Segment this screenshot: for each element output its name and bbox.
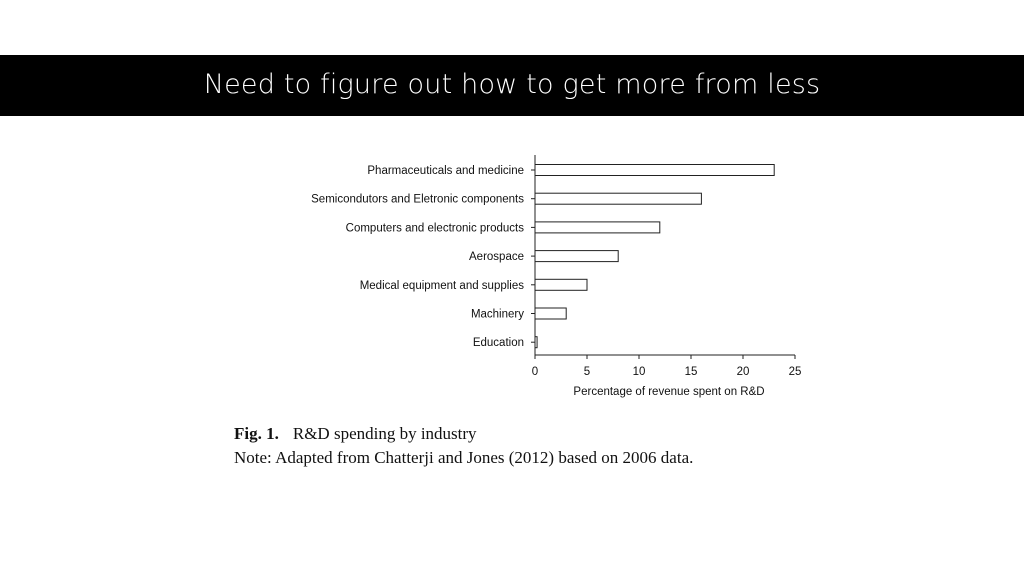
figure-title: R&D spending by industry: [292, 424, 477, 443]
x-tick-label: 15: [684, 366, 698, 378]
figure-label: Fig. 1.: [234, 424, 279, 443]
x-tick-label: 20: [736, 366, 750, 378]
x-tick-label: 5: [583, 366, 591, 378]
bar: [535, 222, 660, 233]
category-label: Pharmaceuticals and medicine: [367, 165, 524, 177]
x-tick-label: 0: [531, 366, 539, 378]
bar: [535, 165, 774, 176]
slide-title: Need to figure out how to get more from less: [203, 69, 821, 100]
category-label: Computers and electronic products: [345, 222, 524, 235]
figure-caption: [234, 422, 693, 470]
category-label: Medical equipment and supplies: [359, 279, 524, 292]
x-axis-title: Percentage of revenue spent on R&D: [573, 386, 765, 398]
bar: [535, 308, 566, 319]
bar: [535, 193, 701, 204]
x-tick-label: 10: [632, 366, 646, 378]
caption-line-1: [234, 422, 693, 446]
category-label: Semicondutors and Eletronic components: [311, 193, 524, 206]
bar: [535, 337, 537, 348]
category-label: Education: [472, 337, 524, 350]
category-label: Machinery: [470, 308, 524, 321]
x-tick-label: 25: [788, 366, 802, 378]
caption-note: Note: Adapted from Chatterji and Jones (2012) based on 2006 data.: [234, 448, 694, 467]
bar: [535, 251, 618, 262]
category-label: Aerospace: [469, 251, 524, 264]
bar: [535, 279, 587, 290]
